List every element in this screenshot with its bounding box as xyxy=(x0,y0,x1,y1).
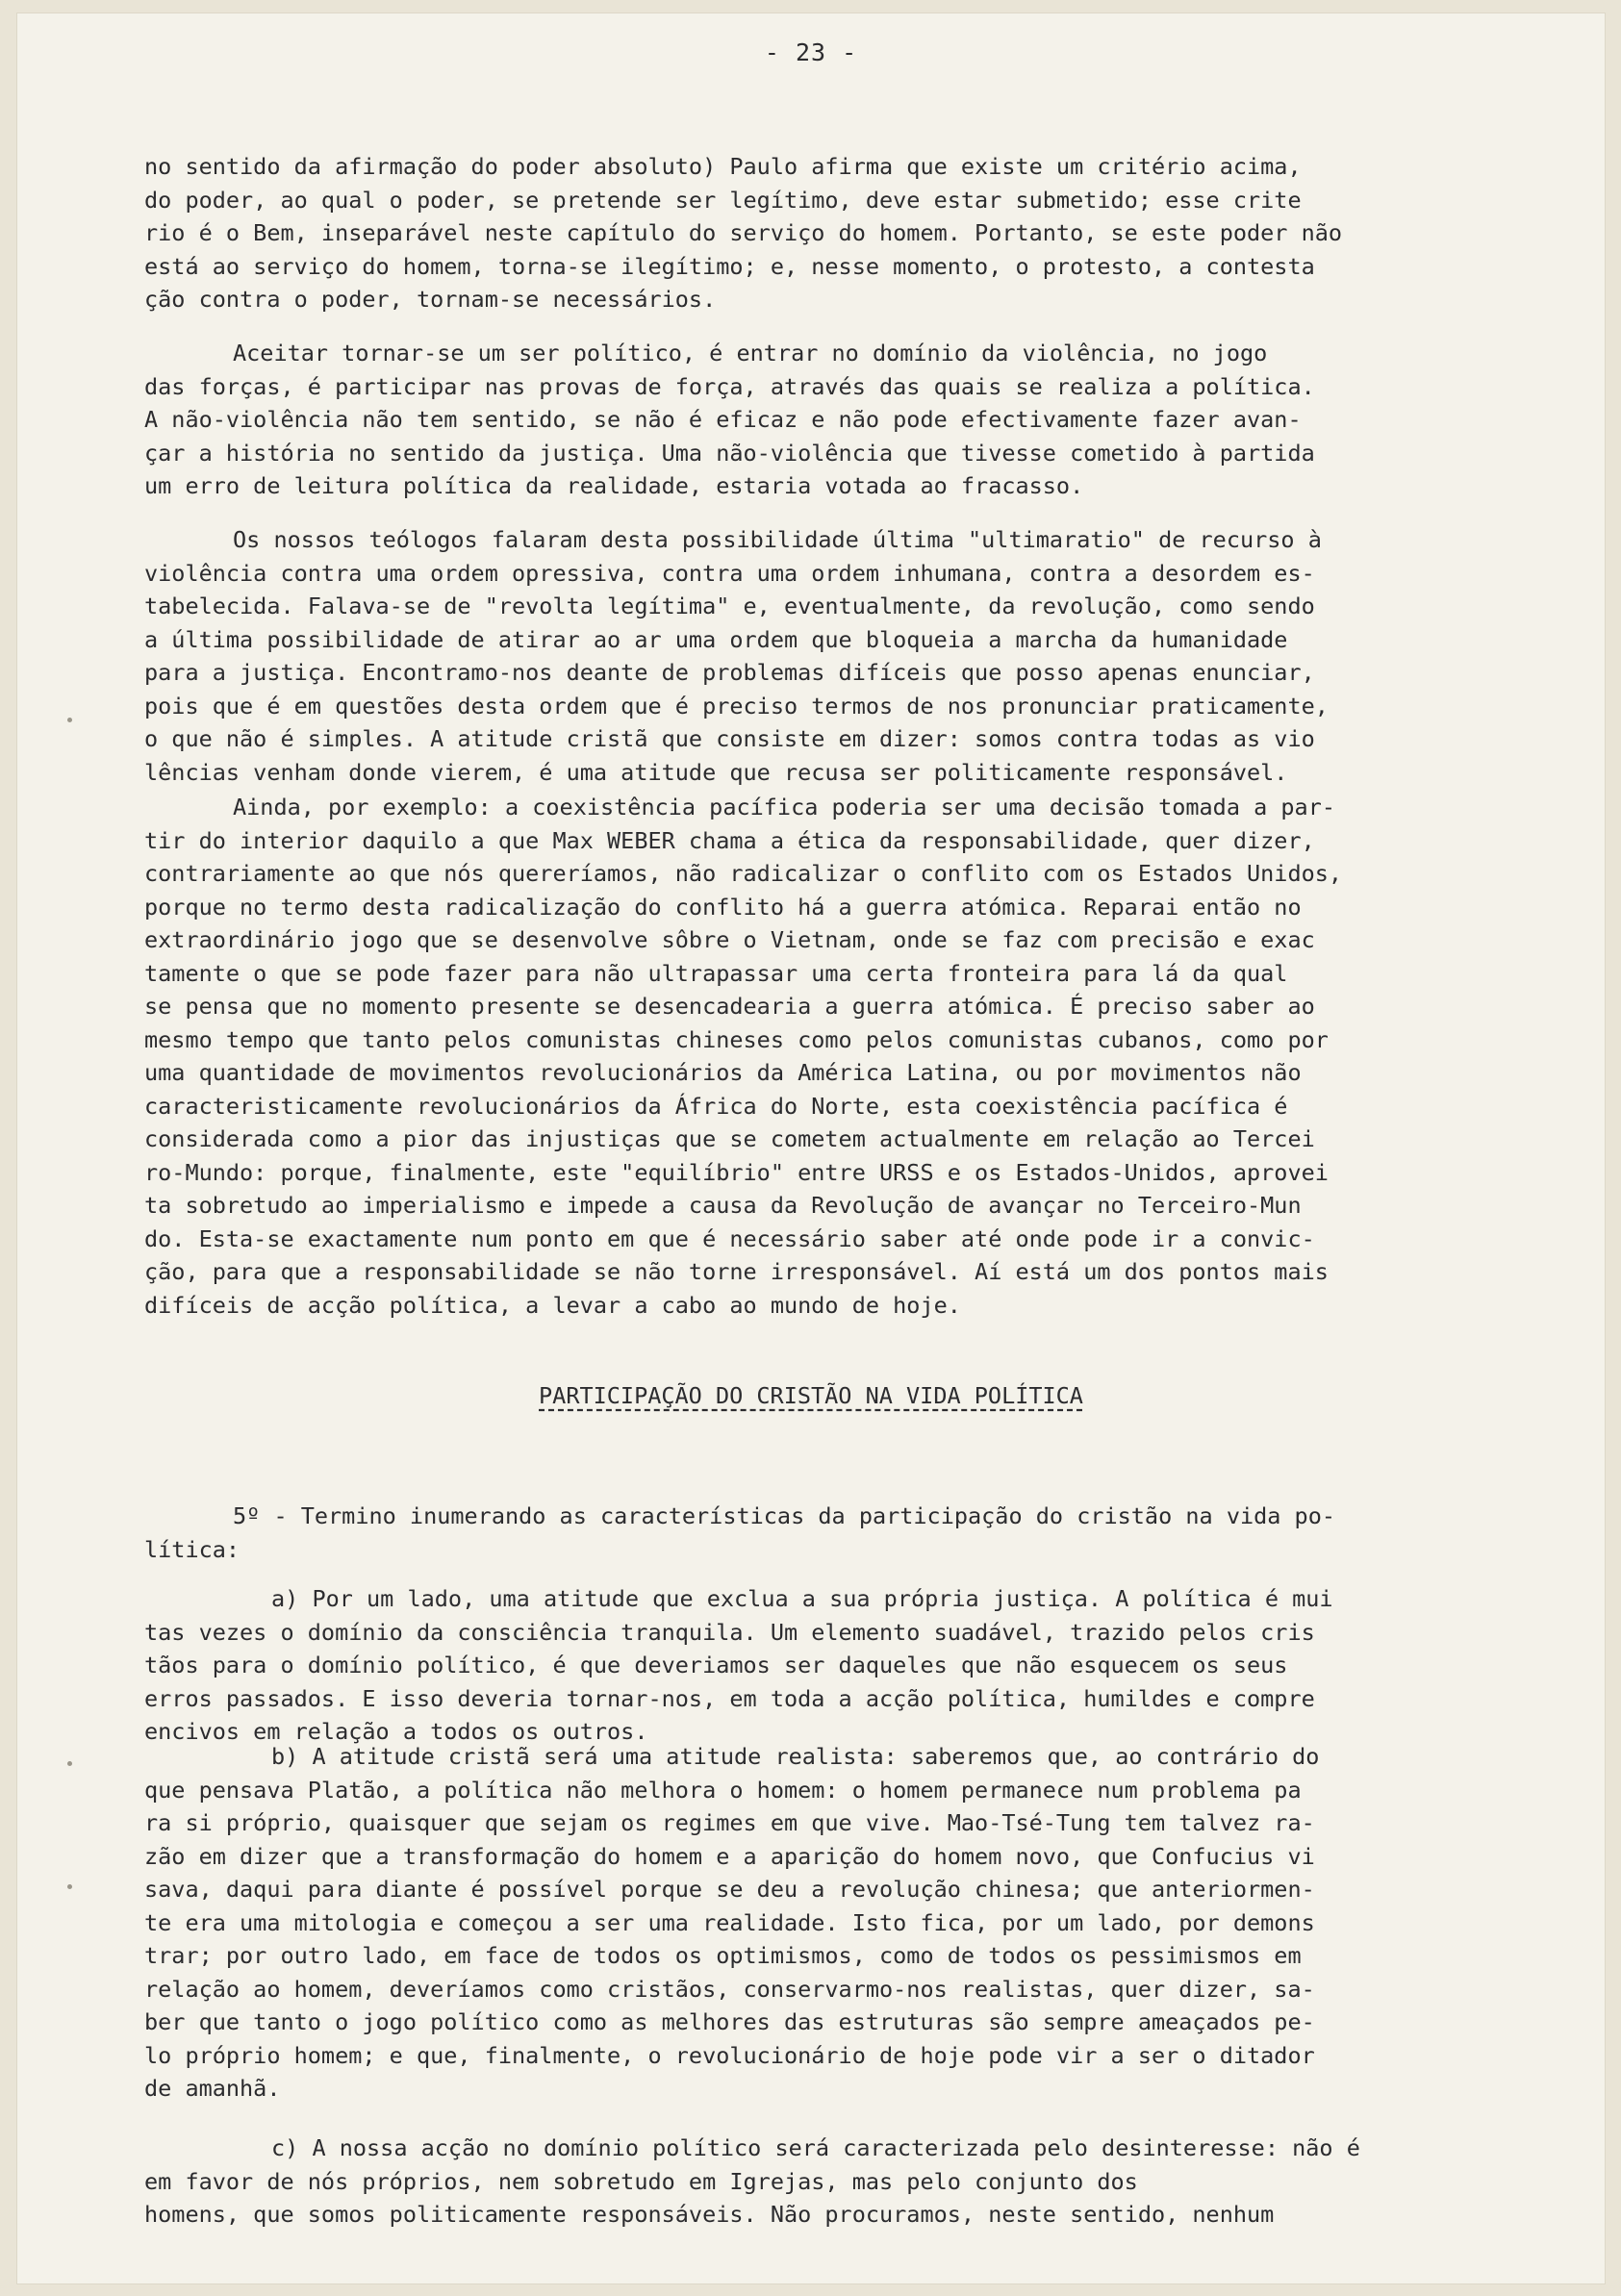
text-line: tas vezes o domínio da consciência tranquila. Um elemento suadável, trazido pelos cris xyxy=(144,1618,1315,1646)
text-line: trar; por outro lado, em face de todos os optimismos, como de todos os pessimismos em xyxy=(144,1942,1302,1969)
paragraph xyxy=(144,150,1549,316)
text-line: ta sobretudo ao imperialismo e impede a causa da Revolução de avançar no Terceiro-Mun xyxy=(144,1192,1302,1219)
text-line: do poder, ao qual o poder, se pretende ser legítimo, deve estar submetido; esse crite xyxy=(144,186,1302,214)
document-page xyxy=(17,13,1605,2283)
margin-mark xyxy=(67,1761,72,1766)
text-line: A não-violência não tem sentido, se não é eficaz e não pode efectivamente fazer avan- xyxy=(144,406,1302,433)
paragraph xyxy=(144,1500,1549,1566)
text-line: tãos para o domínio político, é que deveriamos ser daqueles que não esquecem os seus xyxy=(144,1652,1288,1678)
text-line: lítica: xyxy=(144,1535,241,1563)
text-line: o que não é simples. A atitude cristã que consiste em dizer: somos contra todas as vio xyxy=(144,725,1315,752)
text-line: relação ao homem, deveríamos como cristãos, conservarmo-nos realistas, quer dizer, sa- xyxy=(144,1975,1315,2003)
text-line: um erro de leitura política da realidade, estaria votada ao fracasso. xyxy=(144,472,1084,499)
text-line: Aceitar tornar-se um ser político, é entrar no domínio da violência, no jogo xyxy=(233,340,1268,366)
text-line: das forças, é participar nas provas de força, através das quais se realiza a política. xyxy=(144,372,1315,400)
text-line: sava, daqui para diante é possível porque se deu a revolução chinesa; que anteriormen- xyxy=(144,1876,1315,1903)
text-line: mesmo tempo que tanto pelos comunistas chineses como pelos comunistas cubanos, como por xyxy=(144,1025,1329,1053)
text-line: se pensa que no momento presente se desencadearia a guerra atómica. É preciso saber ao xyxy=(144,993,1315,1020)
text-line: violência contra uma ordem opressiva, contra uma ordem inhumana, contra a desordem es- xyxy=(144,559,1315,587)
text-line: lências venham donde vierem, é uma atitude que recusa ser politicamente responsável. xyxy=(144,758,1288,786)
text-line: homens, que somos politicamente responsáveis. Não procuramos, neste sentido, nenhum xyxy=(144,2201,1275,2228)
text-line: está ao serviço do homem, torna-se ilegítimo; e, nesse momento, o protesto, a contesta xyxy=(144,252,1315,280)
text-line: uma quantidade de movimentos revolucionários da América Latina, ou por movimentos não xyxy=(144,1059,1302,1086)
paragraph xyxy=(144,1740,1549,2106)
margin-mark xyxy=(67,1884,72,1889)
text-line: porque no termo desta radicalização do conflito há a guerra atómica. Reparai então no xyxy=(144,893,1302,921)
text-line: erros passados. E isso deveria tornar-nos, em toda a acção política, humildes e compre xyxy=(144,1684,1315,1712)
text-line: ro-Mundo: porque, finalmente, este "equilíbrio" entre URSS e os Estados-Unidos, aprovei xyxy=(144,1158,1329,1186)
text-line: de amanhã. xyxy=(144,2075,281,2102)
paragraph xyxy=(144,791,1549,1322)
text-line: que pensava Platão, a política não melhora o homem: o homem permanece num problema pa xyxy=(144,1776,1302,1804)
text-line: contrariamente ao que nós quereríamos, não radicalizar o conflito com os Estados Unidos, xyxy=(144,860,1343,887)
text-line: no sentido da afirmação do poder absoluto) Paulo afirma que existe um critério acima, xyxy=(144,153,1302,180)
text-line: a última possibilidade de atirar ao ar uma ordem que bloqueia a marcha da humanidade xyxy=(144,625,1288,653)
section-heading: PARTICIPAÇÃO DO CRISTÃO NA VIDA POLÍTICA xyxy=(539,1382,1083,1409)
text-line: Os nossos teólogos falaram desta possibilidade última "ultimaratio" de recurso à xyxy=(233,526,1322,553)
text-line: zão em dizer que a transformação do homem e a aparição do homem novo, que Confucius vi xyxy=(144,1842,1315,1870)
margin-mark xyxy=(67,718,72,722)
text-line: ber que tanto o jogo político como as melhores das estruturas são sempre ameaçados pe- xyxy=(144,2008,1315,2035)
page-number: - 23 - xyxy=(764,38,858,66)
text-line: c) A nossa acção no domínio político será caracterizada pelo desinteresse: não é xyxy=(271,2134,1360,2161)
text-line: tir do interior daquilo a que Max WEBER chama a ética da responsabilidade, quer dizer, xyxy=(144,826,1315,854)
text-line: tamente o que se pode fazer para não ultrapassar uma certa fronteira para lá da qual xyxy=(144,959,1288,987)
text-line: em favor de nós próprios, nem sobretudo em Igrejas, mas pelo conjunto dos xyxy=(144,2167,1138,2195)
text-line: b) A atitude cristã será uma atitude realista: saberemos que, ao contrário do xyxy=(271,1743,1320,1770)
text-line: çar a história no sentido da justiça. Uma não-violência que tivesse cometido à partida xyxy=(144,439,1315,467)
text-line: ção, para que a responsabilidade se não torne irresponsável. Aí está um dos pontos mais xyxy=(144,1258,1329,1285)
text-line: te era uma mitologia e começou a ser uma realidade. Isto fica, por um lado, por demons xyxy=(144,1908,1315,1936)
paragraph xyxy=(144,2132,1549,2232)
text-line: tabelecida. Falava-se de "revolta legítima" e, eventualmente, da revolução, como sendo xyxy=(144,593,1315,619)
text-line: ção contra o poder, tornam-se necessários. xyxy=(144,286,717,313)
text-line: do. Esta-se exactamente num ponto em que é necessário saber até onde pode ir a convic- xyxy=(144,1224,1315,1252)
paragraph xyxy=(144,1582,1549,1749)
text-line: extraordinário jogo que se desenvolve sôbre o Vietnam, onde se faz com precisão e exac xyxy=(144,926,1315,953)
text-line: difíceis de acção política, a levar a cabo ao mundo de hoje. xyxy=(144,1291,961,1319)
text-line: para a justiça. Encontramo-nos deante de problemas difíceis que posso apenas enunciar, xyxy=(144,659,1315,686)
text-line: encivos em relação a todos os outros. xyxy=(144,1718,648,1745)
text-line: ra si próprio, quaisquer que sejam os regimes em que vive. Mao-Tsé-Tung tem talvez ra- xyxy=(144,1809,1315,1836)
paragraph xyxy=(144,523,1549,789)
text-line: considerada como a pior das injustiças que se cometem actualmente em relação ao Tercei xyxy=(144,1125,1315,1152)
text-line: pois que é em questões desta ordem que é preciso termos de nos pronunciar praticamente, xyxy=(144,692,1329,719)
paragraph xyxy=(144,337,1549,503)
text-line: 5º - Termino inumerando as características da participação do cristão na vida po- xyxy=(233,1502,1336,1529)
text-line: rio é o Bem, inseparável neste capítulo do serviço do homem. Portanto, se este poder não xyxy=(144,219,1343,246)
text-line: a) Por um lado, uma atitude que exclua a sua própria justiça. A política é mui xyxy=(271,1585,1333,1612)
text-line: caracteristicamente revolucionários da África do Norte, esta coexistência pacífica é xyxy=(144,1092,1288,1120)
text-line: lo próprio homem; e que, finalmente, o revolucionário de hoje pode vir a ser o ditador xyxy=(144,2041,1315,2069)
text-line: Ainda, por exemplo: a coexistência pacífica poderia ser uma decisão tomada a par- xyxy=(233,794,1336,820)
